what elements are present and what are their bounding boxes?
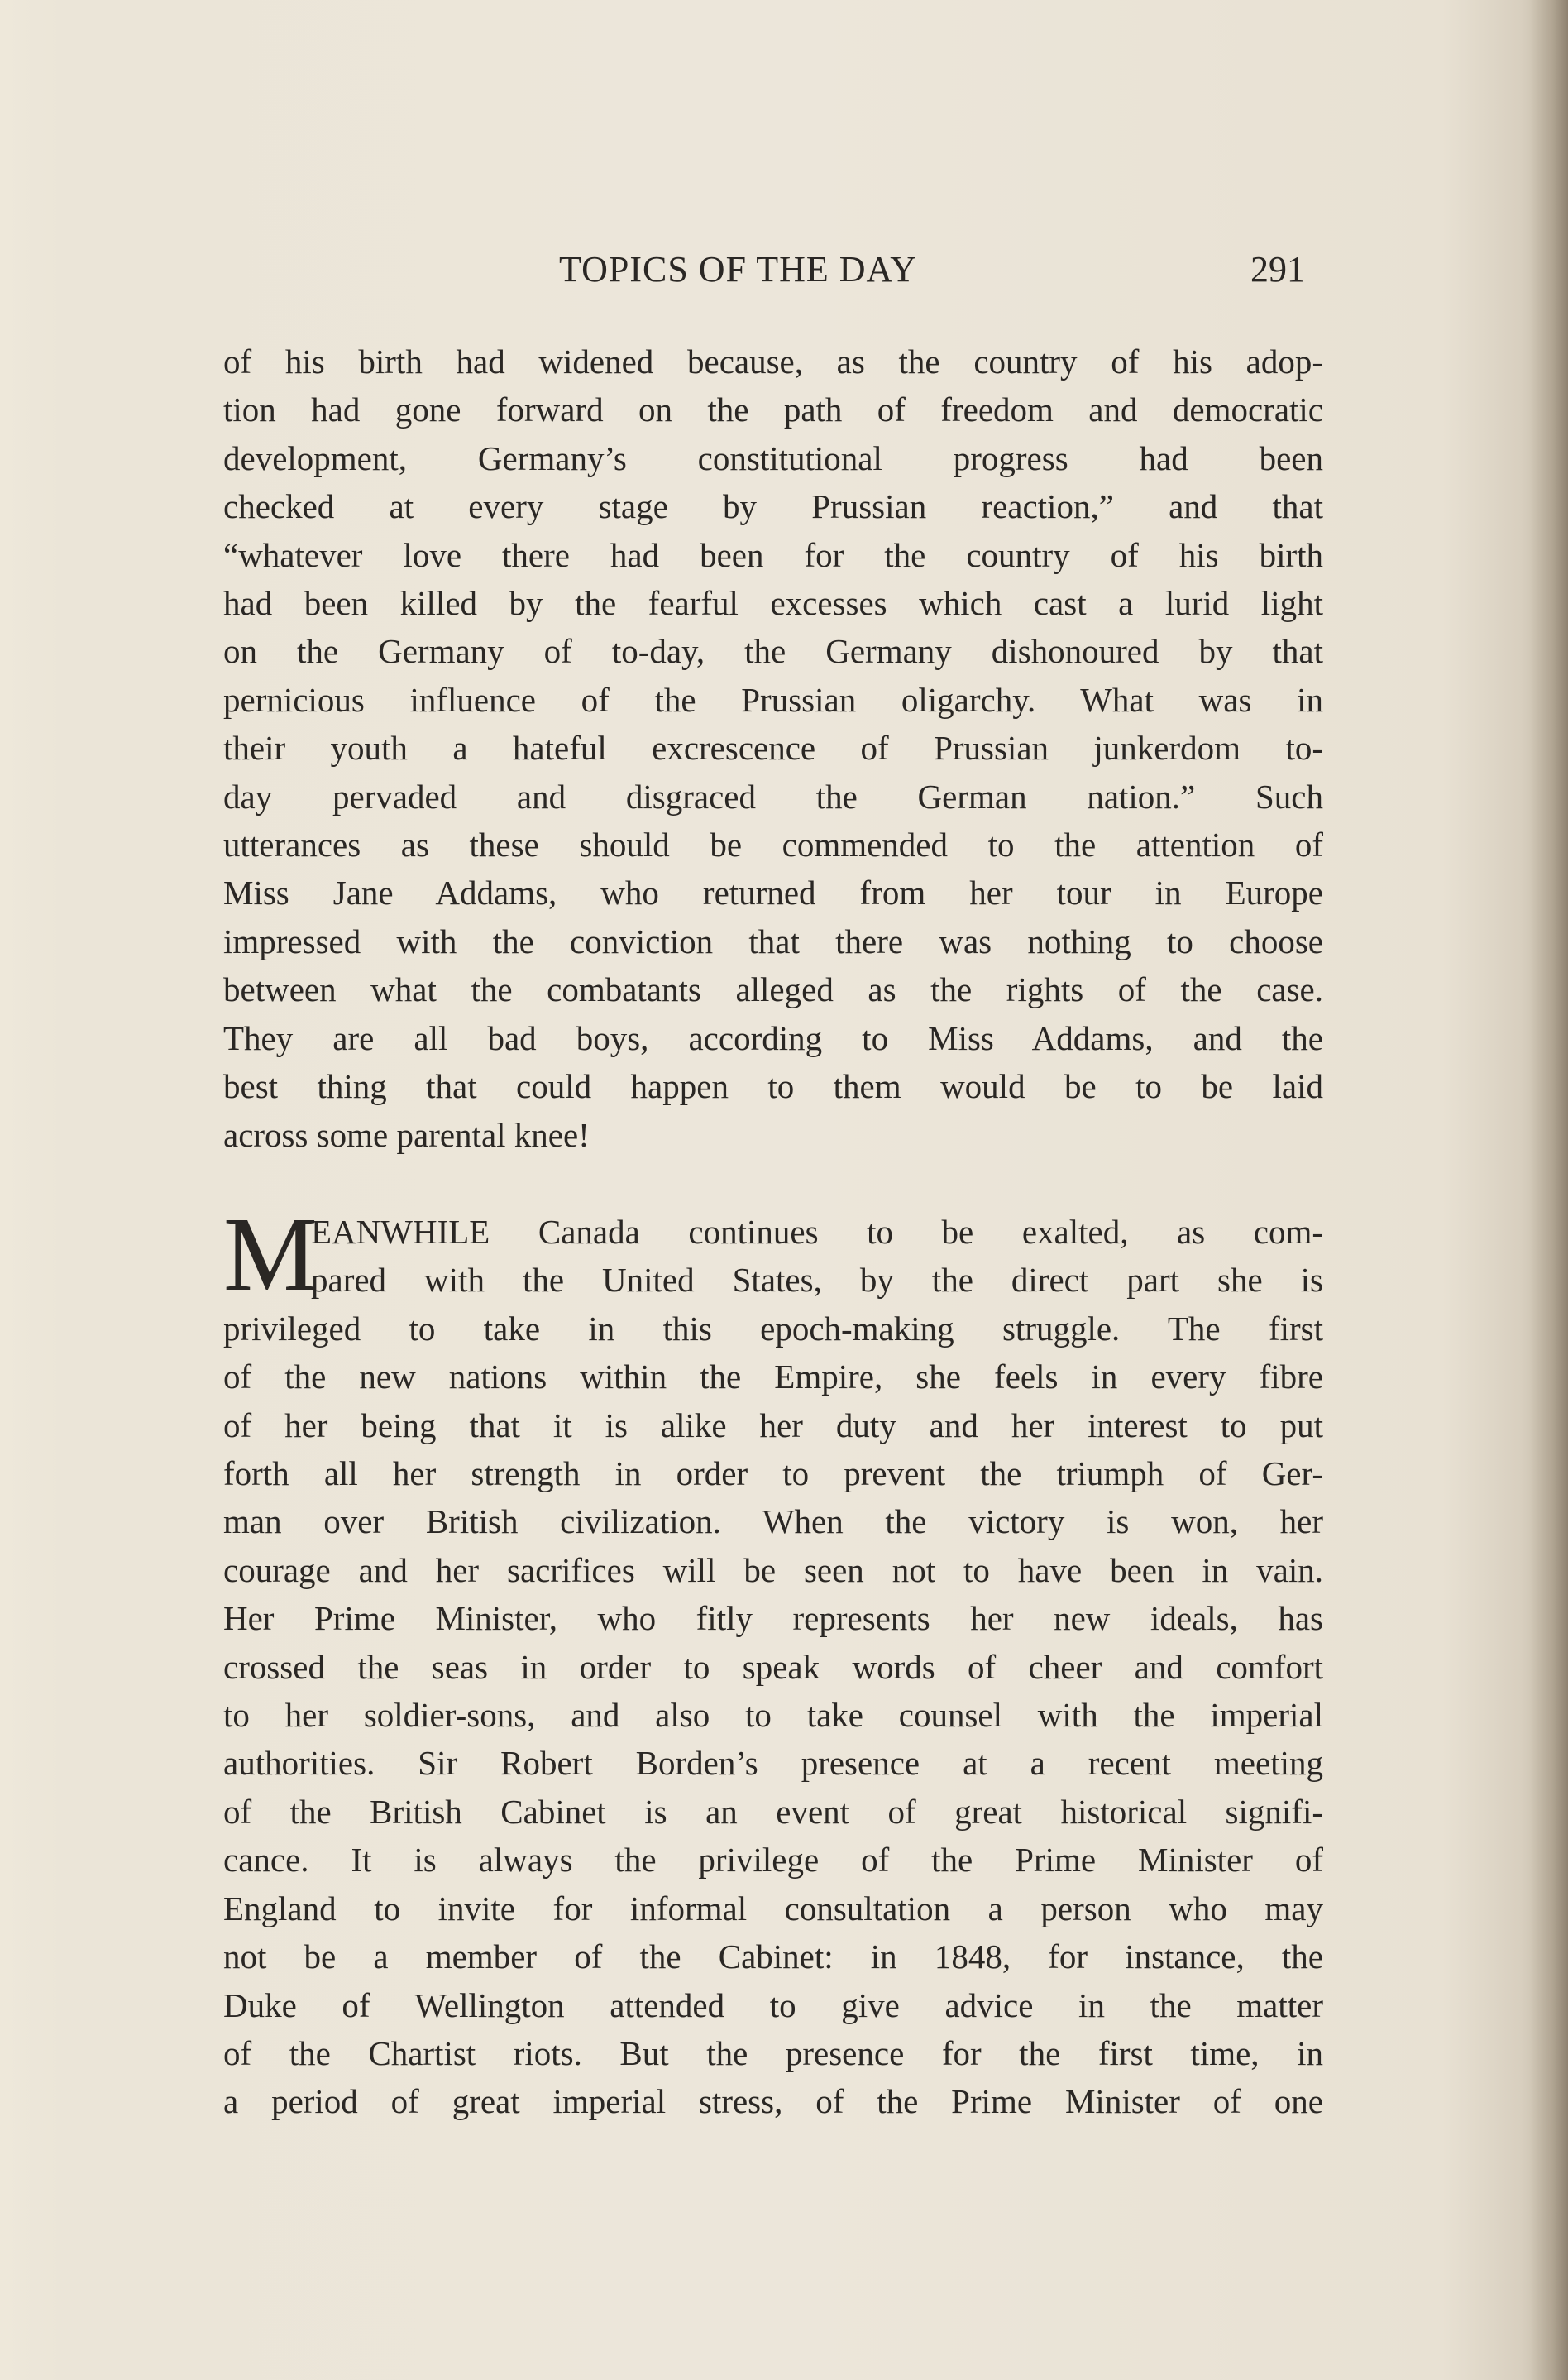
text-line: across some parental knee! — [223, 1115, 590, 1154]
text-line: not be a member of the Cabinet: in 1848, for instance, the — [223, 1937, 1323, 1976]
text-line: Miss Jane Addams, who returned from her tour in Europe — [223, 874, 1323, 912]
text-line: They are all bad boys, according to Miss Addams, and the — [223, 1018, 1323, 1057]
paragraph-1 — [223, 338, 1323, 1159]
drop-cap: M — [223, 1195, 318, 1313]
text-line: privileged to take in this epoch-making struggle. The first — [223, 1309, 1323, 1348]
text-line: “whatever love there had been for the country of his birth — [223, 535, 1323, 574]
text-line: pared with the United States, by the direct part she is — [311, 1261, 1323, 1300]
text-line: of the Chartist riots. But the presence for the first time, in — [223, 2033, 1323, 2072]
running-head: TOPICS OF THE DAY — [559, 249, 918, 290]
text-line: Her Prime Minister, who fitly represents her new ideals, has — [223, 1599, 1323, 1638]
page-number: 291 — [1250, 249, 1305, 290]
text-line: pernicious influence of the Prussian oligarchy. What was in — [223, 680, 1323, 719]
text-line: had been killed by the fearful excesses which cast a lurid light — [223, 584, 1323, 623]
text-line: to her soldier-sons, and also to take counsel with the imperial — [223, 1696, 1323, 1735]
text-line: utterances as these should be commended to the attention of — [223, 826, 1323, 864]
text-line: checked at every stage by Prussian reaction,” and that — [223, 487, 1323, 526]
text-line: of the British Cabinet is an event of great historical signifi- — [223, 1792, 1323, 1831]
text-line: on the Germany of to-day, the Germany dishonoured by that — [223, 632, 1323, 671]
page-edge-shadow — [1530, 0, 1568, 2380]
text-line: development, Germany’s constitutional progress had been — [223, 438, 1323, 477]
text-line: man over British civilization. When the victory is won, her — [223, 1502, 1323, 1541]
text-line: forth all her strength in order to prevent the triumph of Ger- — [223, 1454, 1323, 1493]
text-line: of her being that it is alike her duty and her interest to put — [223, 1405, 1323, 1444]
page-header — [223, 245, 1305, 295]
text-line: day pervaded and disgraced the German nation.” Such — [223, 777, 1323, 816]
text-line: EANWHILE Canada continues to be exalted, as com- — [311, 1213, 1323, 1251]
text-line: authorities. Sir Robert Borden’s presence at a recent meeting — [223, 1744, 1323, 1783]
text-line: of his birth had widened because, as the country of his adop- — [223, 342, 1323, 381]
text-line: between what the combatants alleged as the rights of the case. — [223, 970, 1323, 1009]
text-line: a period of great imperial stress, of the Prime Minister of one — [223, 2082, 1323, 2121]
text-line: England to invite for informal consultation a person who may — [223, 1889, 1323, 1927]
text-line: best thing that could happen to them would be to be laid — [223, 1067, 1323, 1106]
paragraph-2 — [223, 1195, 1323, 2126]
text-line: of the new nations within the Empire, she feels in every fibre — [223, 1358, 1323, 1396]
text-line: courage and her sacrifices will be seen not to have been in vain. — [223, 1550, 1323, 1589]
text-line: Duke of Wellington attended to give advice in the matter — [223, 1985, 1323, 2024]
text-line: impressed with the conviction that there was nothing to choose — [223, 922, 1323, 960]
text-line: tion had gone forward on the path of freedom and democratic — [223, 390, 1323, 429]
text-line: crossed the seas in order to speak words of cheer and comfort — [223, 1647, 1323, 1686]
text-line: their youth a hateful excrescence of Prussian junkerdom to- — [223, 729, 1323, 768]
text-line: cance. It is always the privilege of the Prime Minister of — [223, 1841, 1323, 1880]
